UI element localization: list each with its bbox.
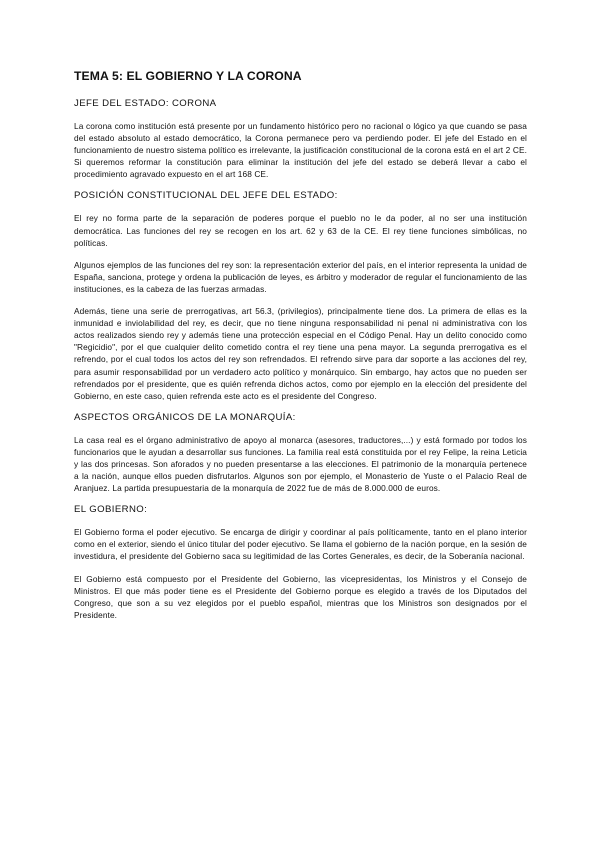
- section-jefe-del-estado: [74, 98, 527, 180]
- section-el-gobierno: [74, 504, 527, 621]
- section-posicion-constitucional: [74, 190, 527, 401]
- paragraph: El Gobierno está compuesto por el Presidente del Gobierno, las vicepresidentas, los Ministros y el Consejo de Ministros. El que más poder tiene es el Presidente del Gobierno porque es elegido a través de los Diputados del Congreso, que son a su vez elegidos por el pueblo español, mientras que los Ministros son designados por el Presidente.: [74, 573, 527, 620]
- section-heading: ASPECTOS ORGÁNICOS DE LA MONARQUÍA:: [74, 411, 296, 423]
- page-title: TEMA 5: EL GOBIERNO Y LA CORONA: [74, 69, 302, 83]
- section-heading: EL GOBIERNO:: [74, 504, 148, 516]
- paragraph: Algunos ejemplos de las funciones del rey son: la representación exterior del país, en el interior representa la unidad de España, sanciona, protege y ordena la publicación de leyes, es árbitro y moderador de regular el funcionamiento de las instituciones, es la cabeza de las fuerzas armadas.: [74, 259, 527, 294]
- document-body: [74, 68, 527, 631]
- paragraph: El rey no forma parte de la separación de poderes porque el pueblo no le da poder, al no ser una institución democrática. Las funciones del rey se recogen en los art. 62 y 63 de la CE. El rey tiene funciones simbólicas, no políticas.: [74, 213, 527, 248]
- paragraph: La corona como institución está presente por un fundamento histórico pero no racional o lógico ya que cuando se pasa del estado absoluto al estado democrático, la Corona permanece pero va perdiendo poder. El jefe del Estado en el funcionamiento de nuestro sistema político es irrelevante, la justificación constitucional de la corona está en el art 2 CE. Si queremos reformar la constitución para eliminar la institución del jefe del estado se deberá llevar a cabo el procedimiento agravado expuesto en el art 168 CE.: [74, 121, 527, 180]
- section-heading: POSICIÓN CONSTITUCIONAL DEL JEFE DEL ESTADO:: [74, 190, 338, 202]
- section-aspectos-organicos: [74, 412, 527, 494]
- paragraph: El Gobierno forma el poder ejecutivo. Se encarga de dirigir y coordinar al país políticamente, tanto en el plano interior como en el exterior, siendo el único titular del poder ejecutivo. Se llama el gobierno de la nación porque, en la sesión de investidura, el presidente del Gobierno saca su legitimidad de las Cortes Generales, es decir, de la Soberanía nacional.: [74, 527, 527, 562]
- paragraph: La casa real es el órgano administrativo de apoyo al monarca (asesores, traductores,...) y está formado por todos los funcionarios que le ayudan a desarrollar sus funciones. La familia real está constituida por el rey Felipe, la reina Leticia y las dos princesas. Son aforados y no pueden presentarse a las elecciones. El patrimonio de la monarquía pertenece a la nación, aunque ellos pueden disfrutarlos. Algunos son por ejemplo, el Monasterio de Yuste o el Palacio Real de Aranjuez. La partida presupuestaria de la monarquía de 2022 fue de más de 8.000.000 de euros.: [74, 434, 527, 494]
- paragraph: Además, tiene una serie de prerrogativas, art 56.3, (privilegios), principalmente tiene dos. La primera de ellas es la inmunidad e inviolabilidad del rey, es decir, que no tiene ninguna responsabilidad ni penal ni administrativa con los actos realizados siendo rey y además tiene una protección especial en el Código Penal. Hay un delito conocido como "Regicidio", por el que cualquier delito cometido contra el rey tiene una pena mayor. La segunda prerrogativa es el refrendo, por el cual todos los actos del rey son refrendados. El refrendo sirve para dar soporte a las acciones del rey, para asumir responsabilidad por un verdadero acto político y monárquico. Sin embargo, hay actos que no pueden ser refrendados por el presidente, que es quién refrenda dichos actos, como por ejemplo en la elección del presidente del Gobierno, en este caso, quien refrenda este acto es el presidente del Congreso.: [74, 306, 527, 401]
- section-heading: JEFE DEL ESTADO: CORONA: [74, 98, 217, 109]
